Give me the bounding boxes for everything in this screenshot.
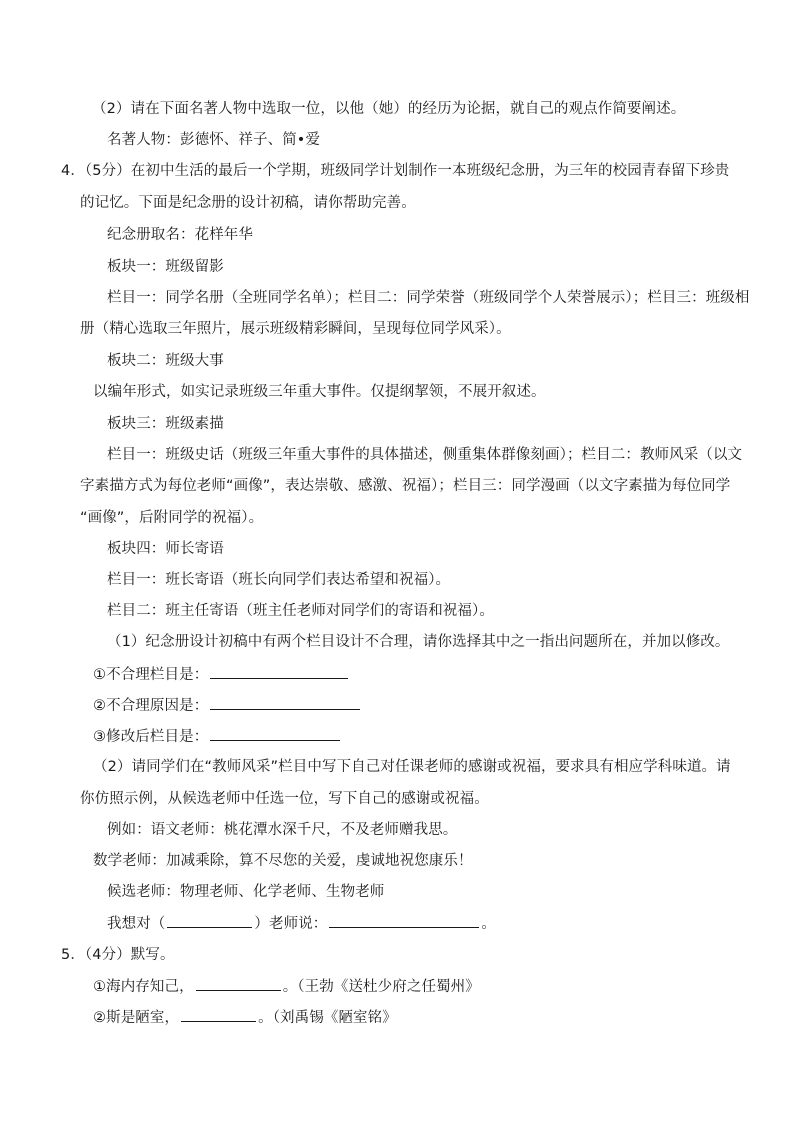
q4-book-name: 纪念册取名：花样年华 xyxy=(107,227,253,243)
q5-title: 5．（4分）默写。 xyxy=(61,947,175,963)
q4-block3-line2: 字素描方式为每位老师“画像”，表达崇敬、感激、祝福）；栏目三：同学漫画（以文字素描为每位同学 xyxy=(80,478,731,494)
q5-item2 xyxy=(93,1007,397,1028)
q4-sub1-a xyxy=(93,664,350,685)
q4-sub1-a-label: ①不合理栏目是： xyxy=(93,667,209,683)
q5-item1 xyxy=(93,976,480,997)
q5-item1-post: 。（王勃《送杜少府之任蜀州》 xyxy=(282,979,480,995)
recitation-blank[interactable] xyxy=(196,976,281,991)
q4-answer-mid: ）老师说： xyxy=(254,916,328,932)
q4-sub2-line1: （2）请同学们在“教师风采”栏目中写下自己对任课老师的感谢或祝福，要求具有相应学科味道。请 xyxy=(93,759,731,775)
q5-item2-pre: ②斯是陋室， xyxy=(93,1010,180,1026)
q4-block1-line1: 栏目一：同学名册（全班同学名单）；栏目二：同学荣誉（班级同学个人荣誉展示）；栏目三：班级相 xyxy=(107,290,750,306)
q4-answer-end: 。 xyxy=(481,916,497,932)
answer-blank[interactable] xyxy=(210,726,340,741)
q4-sub1-b-label: ②不合理原因是： xyxy=(93,698,209,714)
message-blank[interactable] xyxy=(329,913,479,928)
teacher-blank[interactable] xyxy=(167,913,252,928)
q4-intro-line2: 的记忆。下面是纪念册的设计初稿，请你帮助完善。 xyxy=(80,195,416,211)
q4-block3-title: 板块三：班级素描 xyxy=(107,416,224,432)
q4-block3-line1: 栏目一：班级史话（班级三年重大事件的具体描述，侧重集体群像刻画）；栏目二：教师风采（以文 xyxy=(107,447,743,463)
q4-sub2-line2: 你仿照示例，从候选老师中任选一位，写下自己的感谢或祝福。 xyxy=(80,791,489,807)
q4-block4-col2: 栏目二：班主任寄语（班主任老师对同学们的寄语和祝福）。 xyxy=(107,603,494,619)
q4-block1-line2: 册（精心选取三年照片，展示班级精彩瞬间，呈现每位同学风采）。 xyxy=(80,321,511,337)
q3-part2-prompt: （2）请在下面名著人物中选取一位，以他（她）的经历为论据，就自己的观点作简要阐述。 xyxy=(92,101,686,117)
q4-block2-title: 板块二：班级大事 xyxy=(107,353,224,369)
q4-block4-title: 板块四：师长寄语 xyxy=(107,541,224,557)
answer-blank[interactable] xyxy=(210,664,348,679)
q5-item1-pre: ①海内存知己， xyxy=(93,979,194,995)
q5-item2-post: 。（刘禹锡《陋室铭》 xyxy=(258,1010,397,1026)
q4-block3-line3: “画像”，后附同学的祝福）。 xyxy=(80,510,264,526)
q4-block2-desc: 以编年形式，如实记录班级三年重大事件。仅提纲挈领，不展开叙述。 xyxy=(93,384,546,400)
q4-sub1-prompt: （1）纪念册设计初稿中有两个栏目设计不合理，请你选择其中之一指出问题所在，并加以修改。 xyxy=(107,634,730,650)
q4-candidates: 候选老师：物理老师、化学老师、生物老师 xyxy=(107,884,385,900)
q4-block1-title: 板块一：班级留影 xyxy=(107,259,224,275)
q4-answer-line xyxy=(107,913,496,934)
q4-answer-pre: 我想对（ xyxy=(107,916,166,932)
answer-blank[interactable] xyxy=(210,695,360,710)
q4-sub1-c xyxy=(93,726,342,747)
q4-sub1-b xyxy=(93,695,362,716)
q4-example2: 数学老师：加减乘除，算不尽您的关爱，虔诚地祝您康乐！ xyxy=(93,853,473,869)
q4-block4-col1: 栏目一：班长寄语（班长向同学们表达希望和祝福）。 xyxy=(107,572,451,588)
q4-sub1-c-label: ③修改后栏目是： xyxy=(93,729,209,745)
recitation-blank[interactable] xyxy=(181,1007,256,1022)
q4-intro-line1: 4．（5分）在初中生活的最后一个学期，班级同学计划制作一本班级纪念册，为三年的校园青春留下珍贵 xyxy=(61,163,730,179)
q3-part2-figures: 名著人物：彭德怀、祥子、简•爱 xyxy=(107,132,321,148)
q4-example1: 例如：语文老师：桃花潭水深千尺，不及老师赠我思。 xyxy=(107,822,458,838)
